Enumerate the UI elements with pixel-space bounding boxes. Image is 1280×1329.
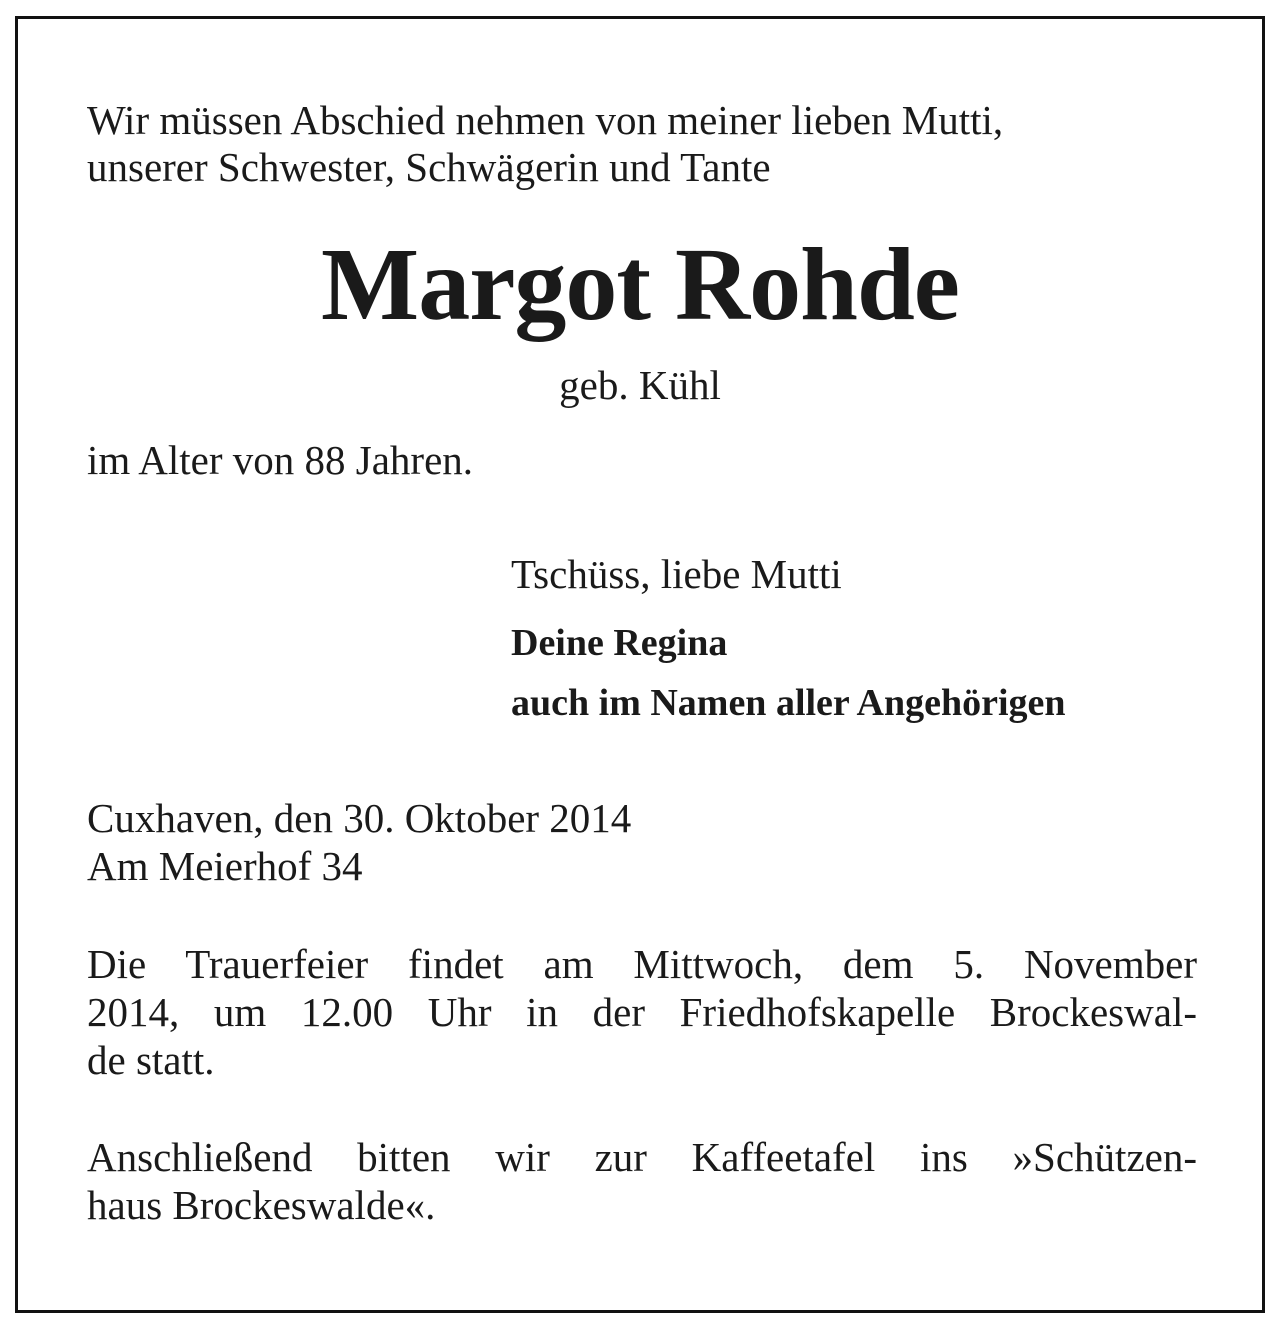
- service-line-3: de statt.: [87, 1037, 215, 1083]
- intro-line-2: unserer Schwester, Schwägerin und Tante: [87, 144, 771, 190]
- service-line-2: 2014, um 12.00 Uhr in der Friedhofskapelle Brockeswal-: [87, 989, 1197, 1035]
- service-line-1: Die Trauerfeier findet am Mittwoch, dem 5. November: [87, 941, 1197, 987]
- age-line: im Alter von 88 Jahren.: [87, 437, 474, 483]
- deceased-name: Margot Rohde: [321, 227, 959, 342]
- intro-line-1: Wir müssen Abschied nehmen von meiner lieben Mutti,: [87, 97, 1004, 143]
- maiden-name: geb. Kühl: [559, 362, 721, 408]
- farewell-line: Tschüss, liebe Mutti: [511, 551, 842, 597]
- signature-name: Deine Regina: [511, 622, 728, 664]
- funeral-service-paragraph: [87, 940, 1197, 1084]
- address: Am Meierhof 34: [87, 843, 363, 889]
- signature-relatives: auch im Namen aller Angehörigen: [511, 682, 1066, 724]
- coffee-line-1: Anschließend bitten wir zur Kaffeetafel ins »Schützen-: [87, 1134, 1197, 1180]
- intro-text: [87, 97, 1003, 191]
- place-date: Cuxhaven, den 30. Oktober 2014: [87, 795, 632, 841]
- coffee-invitation-paragraph: [87, 1133, 1197, 1229]
- coffee-line-2: haus Brockeswalde«.: [87, 1182, 436, 1228]
